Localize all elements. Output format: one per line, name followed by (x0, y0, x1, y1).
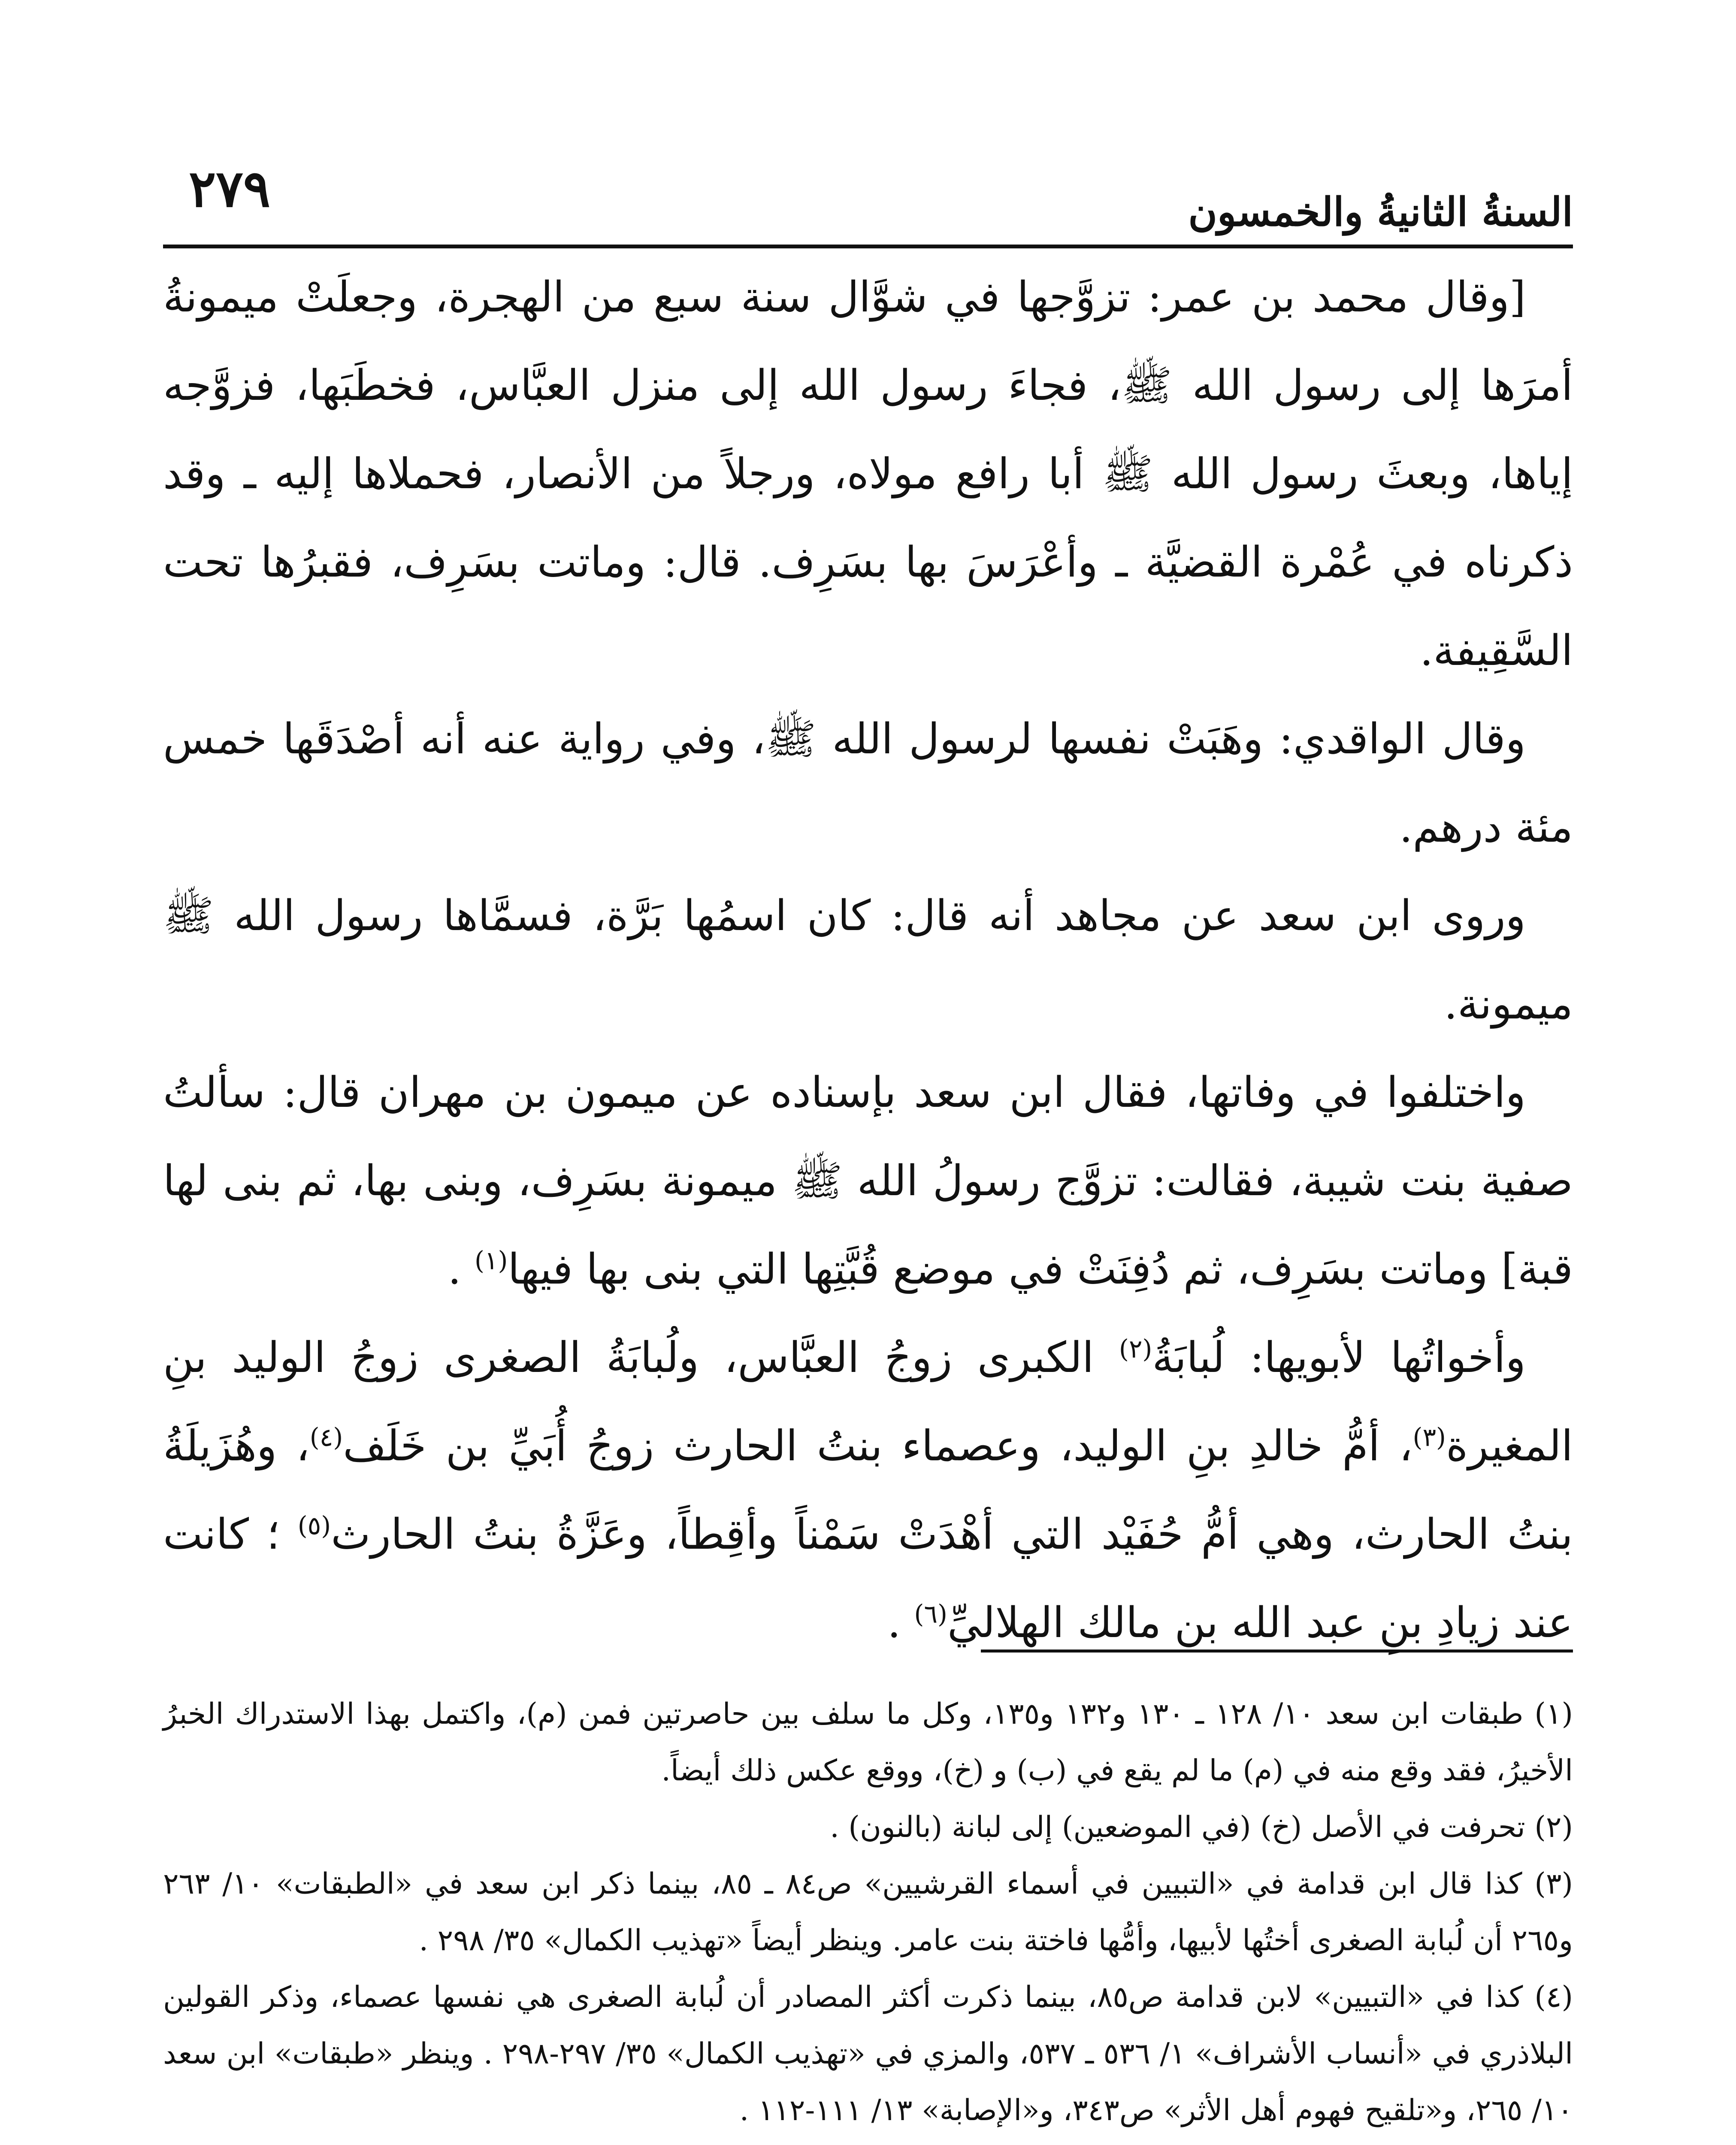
paragraph-4-end: . (448, 1245, 475, 1294)
footnote-separator (981, 1650, 1573, 1653)
page-header (163, 142, 1573, 249)
footnote-ref-5: (٥) (297, 1511, 331, 1541)
paragraph-5-part-a: وأخواتُها لأبويها: لُبابَةُ (1152, 1333, 1526, 1382)
paragraph-5-end: . (887, 1598, 914, 1647)
footnote-5 (163, 2139, 1573, 2145)
paragraph-3: وروى ابن سعد عن مجاهد أنه قال: كان اسمُها بَرَّة، فسمَّاها رسول الله ﷺ ميمونة. (163, 891, 1573, 1029)
main-text (163, 253, 1573, 1667)
paragraph-2: وقال الواقدي: وهَبَتْ نفسها لرسول الله ﷺ، وفي رواية عنه أنه أصْدَقَها خمس مئة درهم. (163, 715, 1573, 852)
paragraph-4-text: واختلفوا في وفاتها، فقال ابن سعد بإسناده عن ميمون بن مهران قال: سألتُ صفية بنت شيبة، فقالت: تزوَّج رسولُ الله ﷺ ميمونة بسَرِف، وبنى بها، ثم بنى لها قبة] وماتت بسَرِف، ثم دُفِنَتْ في موضع قُبَّتِها التي بنى بها فيها (163, 1068, 1573, 1294)
footnote-ref-6: (٦) (914, 1599, 947, 1629)
footnote-1: (١) طبقات ابن سعد ١٠/ ١٢٨ ـ ١٣٠ و١٣٢ و١٣٥، وكل ما سلف بين حاصرتين فمن (م)، واكتمل بهذا الاستدراك الخبرُ الأخيرُ، فقد وقع منه في (م) ما لم يقع في (ب) و (خ)، ووقع عكس ذلك أيضاً. (163, 1697, 1573, 1788)
paragraph-1: [وقال محمد بن عمر: تزوَّجها في شوَّال سنة سبع من الهجرة، وجعلَتْ ميمونةُ أمرَها إلى رسول الله ﷺ، فجاءَ رسول الله إلى منزل العبَّاس، فخطَبَها، فزوَّجه إياها، وبعثَ رسول الله ﷺ أبا رافع مولاه، ورجلاً من الأنصار، فحملاها إليه ـ وقد ذكرناه في عُمْرة القضيَّة ـ وأعْرَسَ بها بسَرِف. قال: وماتت بسَرِف، فقبرُها تحت السَّقِيفة. (163, 273, 1573, 675)
header-rule (163, 245, 1573, 248)
footnote-4: (٤) كذا في «التبيين» لابن قدامة ص٨٥، بينما ذكرت أكثر المصادر أن لُبابة الصغرى هي نفسها عصماء، وذكر القولين البلاذري في «أنساب الأشراف» ١/ ٥٣٦ ـ ٥٣٧، والمزي في «تهذيب الكمال» ٣٥/ ٢٩٧-٢٩٨ . وينظر «طبقات» ابن سعد ١٠/ ٢٦٥، و«تلقيح فهوم أهل الأثر» ص٣٤٣، و«الإصابة» ١٣/ ١١١-١١٢ . (163, 1980, 1573, 2127)
paragraph-5-part-d: ، وهُزَيلَةُ بنتُ الحارث، وهي أمُّ حُفَيْد التي أهْدَتْ سَمْناً وأقِطاً، وعَزَّةُ بنتُ الحارث (163, 1422, 1573, 1559)
paragraph-5-part-b: الكبرى زوجُ العبَّاس، ولُبابَةُ الصغرى زوجُ الوليد بنِ المغيرة (163, 1333, 1573, 1471)
footnote-ref-3: (٣) (1412, 1422, 1446, 1452)
paragraph-5 (163, 1314, 1573, 1667)
footnote-ref-4: (٤) (309, 1422, 343, 1452)
paragraph-4 (163, 1048, 1573, 1314)
paragraph-5-part-c: ، أمُّ خالدِ بنِ الوليد، وعصماء بنتُ الحارث زوجُ أُبَيِّ بن خَلَف (343, 1422, 1413, 1471)
paragraph-5-part-e: ؛ كانت عند زيادِ بنِ عبد الله بن مالك الهلاليِّ (163, 1510, 1573, 1647)
footnote-ref-2: (٢) (1119, 1334, 1152, 1364)
chapter-title: السنةُ الثانيةُ والخمسون (1188, 189, 1573, 235)
footnotes (163, 1686, 1573, 2145)
footnote-3: (٣) كذا قال ابن قدامة في «التبيين في أسماء القرشيين» ص٨٤ ـ ٨٥، بينما ذكر ابن سعد في «الطبقات» ١٠/ ٢٦٣ و٢٦٥ أن لُبابة الصغرى أختُها لأبيها، وأمُّها فاختة بنت عامر. وينظر أيضاً «تهذيب الكمال» ٣٥/ ٢٩٨ . (163, 1867, 1573, 1958)
footnote-2: (٢) تحرفت في الأصل (خ) (في الموضعين) إلى لبانة (بالنون) . (830, 1810, 1573, 1844)
page-number: ٢٧٩ (189, 159, 271, 218)
footnote-ref-1: (١) (475, 1245, 508, 1275)
